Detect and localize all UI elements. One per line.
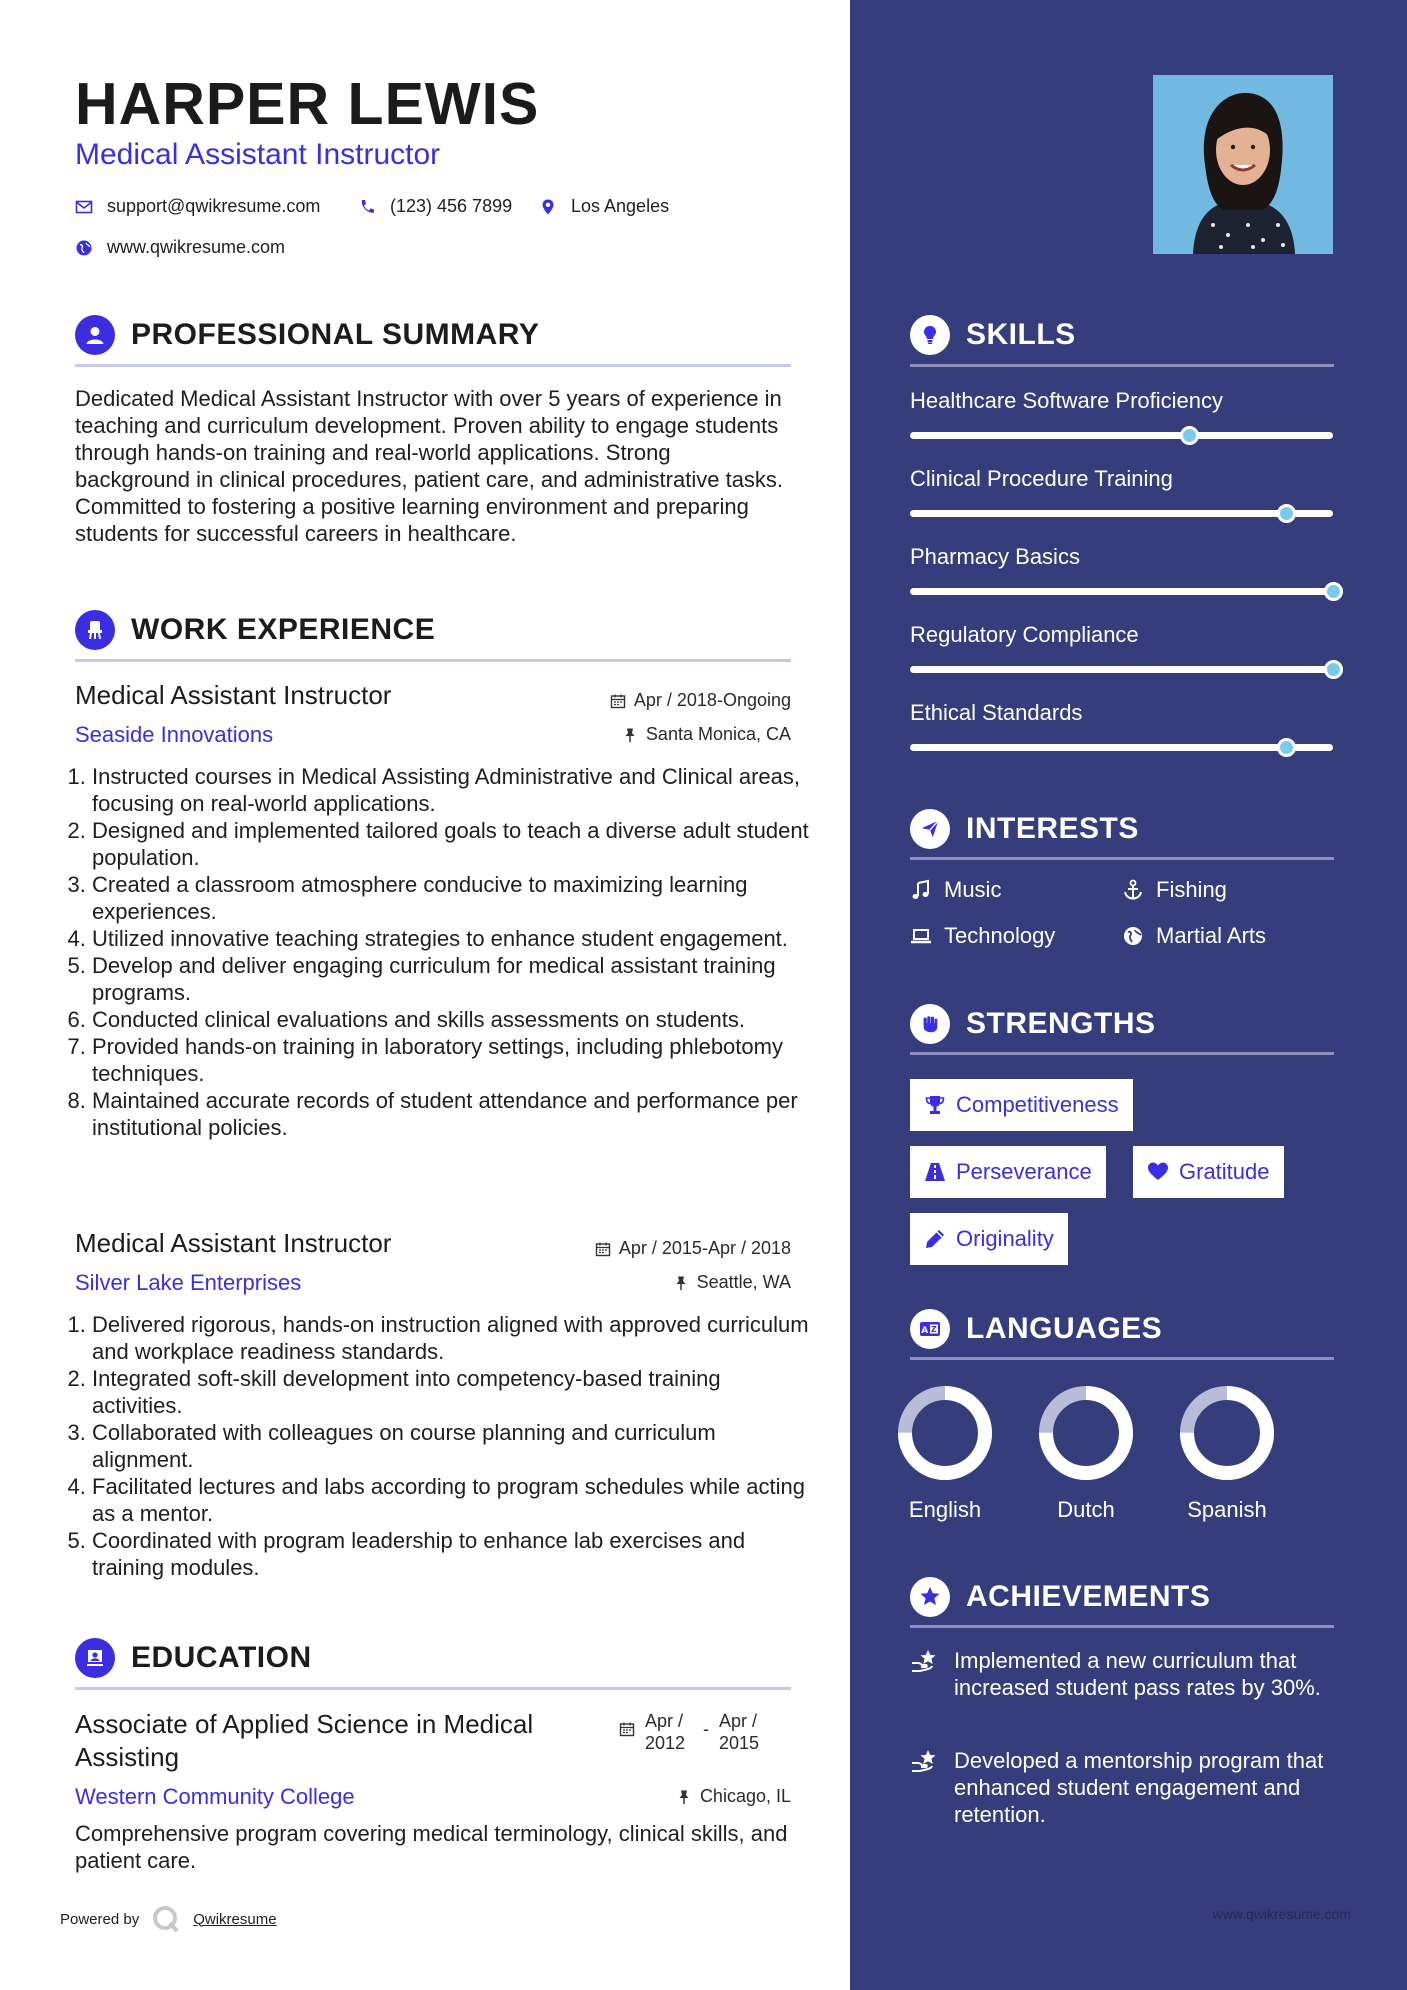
powered-by (60, 1904, 277, 1934)
profile-photo (1153, 75, 1333, 254)
job-2-date-text: Apr / 2015-Apr / 2018 (618, 1238, 791, 1258)
list-item: 6. Conducted clinical evaluations and skills assessments on students. (92, 1006, 815, 1033)
languages-heading (910, 1309, 1162, 1349)
interest-label: Music (944, 877, 1002, 902)
music-icon (910, 879, 932, 901)
job-2-date (595, 1238, 791, 1259)
strengths-title: STRENGTHS (966, 1007, 1156, 1040)
summary-text: Dedicated Medical Assistant Instructor with over 5 years of experience in teaching and curriculum development. Proven ability to engage students through hands-on training and real-world applications. Strong background in clinical procedures, patient care, and administrative tasks. Committed to fostering a positive learning environment and preparing students for successful careers in healthcare. (75, 386, 784, 546)
interest-technology (910, 923, 1055, 949)
anchor-icon (1122, 879, 1144, 901)
job-1-location-text: Santa Monica, CA (645, 724, 791, 744)
experience-divider (75, 659, 791, 662)
interest-label: Martial Arts (1156, 923, 1267, 948)
languages-title: LANGUAGES (966, 1312, 1163, 1345)
interest-label: Technology (944, 923, 1056, 948)
skill-bar (910, 666, 1333, 673)
user-icon (75, 315, 115, 355)
job-2-bullets (68, 1311, 815, 1581)
calendar-icon (595, 1241, 611, 1257)
laptop-icon (910, 925, 932, 947)
list-item: 7. Provided hands-on training in laboratory settings, including phlebotomy techniques. (92, 1033, 815, 1087)
achievements-title: ACHIEVEMENTS (966, 1580, 1211, 1613)
list-item: 5. Coordinated with program leadership to enhance lab exercises and training modules. (92, 1527, 815, 1581)
email-contact[interactable] (75, 196, 320, 217)
interests-title: INTERESTS (966, 812, 1139, 845)
candidate-name: HARPER LEWIS (75, 71, 540, 137)
list-item: 8. Maintained accurate records of student attendance and performance per institutional policies. (92, 1087, 815, 1141)
education-divider (75, 1687, 791, 1690)
pushpin-icon (622, 727, 638, 743)
sidebar (850, 0, 1407, 1990)
list-item: 3. Collaborated with colleagues on course planning and curriculum alignment. (92, 1419, 815, 1473)
language-label: Spanish (1187, 1497, 1267, 1522)
interest-martial-arts (1122, 923, 1266, 949)
achievement-text: Implemented a new curriculum that increased student pass rates by 30%. (954, 1648, 1321, 1700)
skills-title: SKILLS (966, 318, 1076, 351)
star-badge-icon (910, 1577, 950, 1617)
achievements-heading (910, 1577, 1210, 1617)
summary-heading (75, 315, 539, 355)
skill-bar (910, 432, 1333, 439)
svg-text:A: A (921, 1326, 929, 1336)
strengths-divider (910, 1052, 1334, 1055)
paper-plane-icon (910, 809, 950, 849)
strength-label: Gratitude (1179, 1159, 1270, 1184)
trophy-icon (924, 1094, 946, 1116)
skill-bar (910, 744, 1333, 751)
education-date-sep: - (703, 1719, 709, 1739)
job-1-title: Medical Assistant Instructor (75, 680, 392, 710)
interest-music (910, 877, 1001, 903)
strength-label: Perseverance (956, 1159, 1092, 1184)
summary-divider (75, 364, 791, 367)
summary-title: PROFESSIONAL SUMMARY (131, 318, 540, 351)
skill-label: Regulatory Compliance (910, 622, 1139, 647)
education-location (676, 1786, 791, 1807)
envelope-icon (75, 198, 93, 216)
job-2-company[interactable]: Silver Lake Enterprises (75, 1270, 302, 1295)
pushpin-icon (676, 1789, 692, 1805)
map-marker-icon (539, 198, 557, 216)
pencil-icon (924, 1228, 946, 1250)
school-name[interactable]: Western Community College (75, 1784, 355, 1809)
skill-level-knob (1277, 738, 1296, 757)
website-contact[interactable] (75, 237, 285, 258)
strength-competitiveness (910, 1079, 1133, 1131)
education-heading (75, 1638, 312, 1678)
language-label: Dutch (1057, 1497, 1115, 1522)
job-1-location (622, 724, 791, 745)
calendar-icon (619, 1721, 635, 1737)
list-item: 4. Facilitated lectures and labs according to program schedules while acting as a mentor. (92, 1473, 815, 1527)
skill-label: Pharmacy Basics (910, 544, 1080, 569)
lightbulb-icon (910, 315, 950, 355)
skill-level-knob (1180, 426, 1199, 445)
skill-level-knob (1324, 660, 1343, 679)
skill-label: Healthcare Software Proficiency (910, 388, 1224, 413)
qwikresume-logo-icon (151, 1904, 181, 1934)
achievement-item (910, 1647, 1340, 1701)
phone-icon (358, 198, 376, 216)
education-date-end: Apr / 2015 (719, 1711, 760, 1753)
experience-heading (75, 610, 435, 650)
phone-contact[interactable] (358, 196, 512, 217)
skill-level-knob (1324, 582, 1343, 601)
email-text: support@qwikresume.com (107, 196, 321, 216)
globe-icon (75, 239, 93, 257)
footer-site[interactable]: www.qwikresume.com (1212, 1906, 1351, 1922)
location-contact (539, 196, 669, 217)
globe-icon (1122, 925, 1144, 947)
job-2-title: Medical Assistant Instructor (75, 1228, 392, 1258)
road-icon (924, 1161, 946, 1183)
education-location-text: Chicago, IL (699, 1786, 791, 1806)
list-item: 3. Created a classroom atmosphere conducive to maximizing learning experiences. (92, 871, 815, 925)
star-hand-icon (910, 1747, 940, 1775)
education-description: Comprehensive program covering medical terminology, clinical skills, and patient care. (75, 1821, 788, 1873)
chair-icon (75, 610, 115, 650)
skill-bar (910, 588, 1333, 595)
interests-heading (910, 809, 1139, 849)
interest-label: Fishing (1156, 877, 1227, 902)
list-item: 1. Delivered rigorous, hands-on instruction aligned with approved curriculum and workplace readiness standards. (92, 1311, 815, 1365)
job-2-location-text: Seattle, WA (696, 1272, 791, 1292)
graduate-icon (75, 1638, 115, 1678)
education-title: EDUCATION (131, 1641, 312, 1674)
job-2-location (673, 1272, 791, 1293)
strength-gratitude (1133, 1146, 1284, 1198)
job-1-company[interactable]: Seaside Innovations (75, 722, 274, 747)
language-ring (890, 1383, 1000, 1488)
skill-level-knob (1277, 504, 1296, 523)
fist-icon (910, 1004, 950, 1044)
education-date-start: Apr / 2012 (645, 1711, 686, 1753)
list-item: 2. Designed and implemented tailored goals to teach a diverse adult student population. (92, 817, 815, 871)
job-1-bullets (68, 763, 815, 1141)
strength-perseverance (910, 1146, 1106, 1198)
list-item: 1. Instructed courses in Medical Assisting Administrative and Clinical areas, focusing on real-world applications. (92, 763, 815, 817)
strengths-heading (910, 1004, 1156, 1044)
skills-heading (910, 315, 1076, 355)
skill-label: Ethical Standards (910, 700, 1083, 725)
language-label: English (908, 1497, 982, 1522)
skill-bar (910, 510, 1333, 517)
achievement-text: Developed a mentorship program that enhanced student engagement and retention. (954, 1748, 1324, 1827)
interest-fishing (1122, 877, 1227, 903)
job-1-date-text: Apr / 2018-Ongoing (633, 690, 791, 710)
job-1-date (610, 690, 791, 711)
heart-icon (1147, 1161, 1169, 1183)
degree-title: Associate of Applied Science in Medical Assisting (75, 1709, 534, 1772)
interests-divider (910, 857, 1334, 860)
list-item: 4. Utilized innovative teaching strategies to enhance student engagement. (92, 925, 815, 952)
location-text: Los Angeles (571, 196, 670, 216)
strength-label: Competitiveness (956, 1092, 1119, 1117)
list-item: 5. Develop and deliver engaging curriculum for medical assistant training programs. (92, 952, 815, 1006)
skills-divider (910, 364, 1334, 367)
achievement-item (910, 1747, 1340, 1828)
calendar-icon (610, 693, 626, 709)
candidate-role: Medical Assistant Instructor (75, 138, 441, 171)
brand-link[interactable]: Qwikresume (193, 1910, 277, 1928)
list-item: 2. Integrated soft-skill development into competency-based training activities. (92, 1365, 815, 1419)
achievements-divider (910, 1625, 1334, 1628)
skill-label: Clinical Procedure Training (910, 466, 1173, 491)
strength-originality (910, 1213, 1068, 1265)
phone-text: (123) 456 7899 (390, 196, 513, 216)
star-hand-icon (910, 1647, 940, 1675)
strength-label: Originality (956, 1226, 1054, 1251)
experience-title: WORK EXPERIENCE (131, 613, 436, 646)
svg-text:Z: Z (930, 1325, 938, 1334)
language-ring (1031, 1383, 1141, 1488)
website-text: www.qwikresume.com (107, 237, 286, 257)
powered-by-text: Powered by (60, 1910, 140, 1928)
language-ring (1172, 1383, 1282, 1488)
education-date (619, 1710, 767, 1754)
pushpin-icon (673, 1275, 689, 1291)
languages-divider (910, 1357, 1334, 1360)
translate-icon (910, 1309, 950, 1349)
